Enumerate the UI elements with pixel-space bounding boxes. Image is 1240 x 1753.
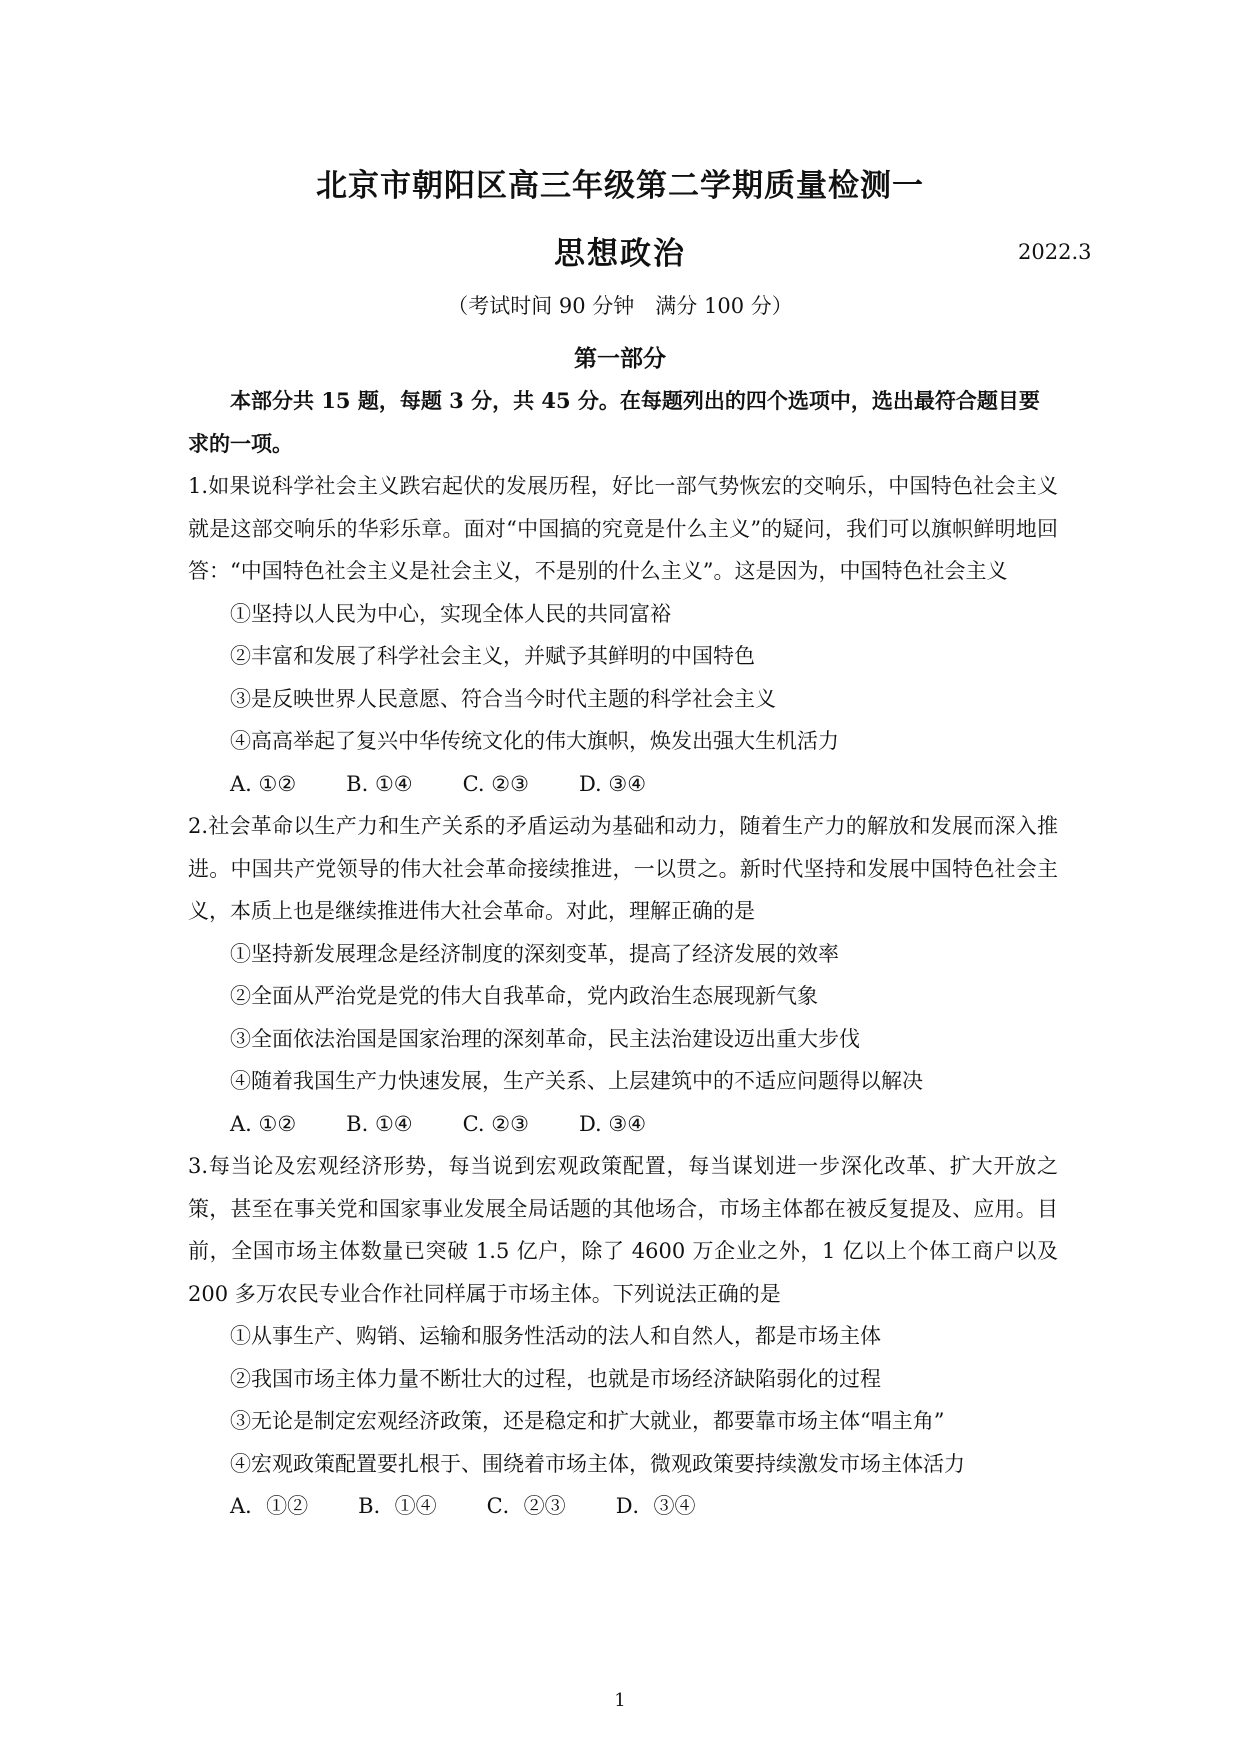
choice-c: C. ②③ xyxy=(462,1111,529,1136)
choice-a: A．①② xyxy=(230,1494,309,1518)
question-option: ①从事生产、购销、运输和服务性活动的法人和自然人，都是市场主体 xyxy=(230,1324,881,1348)
choice-c: C．②③ xyxy=(486,1494,566,1518)
page-number: 1 xyxy=(614,1690,626,1711)
question-option: ④随着我国生产力快速发展，生产关系、上层建筑中的不适应问题得以解决 xyxy=(230,1069,923,1093)
question-option: ④宏观政策配置要扎根于、围绕着市场主体，微观政策要持续激发市场主体活力 xyxy=(230,1451,965,1476)
question-option: ①坚持新发展理念是经济制度的深刻变革，提高了经济发展的效率 xyxy=(230,941,839,966)
question-stem: 3.每当论及宏观经济形势，每当说到宏观政策配置，每当谋划进一步深化改革、扩大开放之策，甚至在事关党和国家事业发展全局话题的其他场合，市场主体都在被反复提及、应用。目前，全国市场主体数量已突破 1.5 亿户，除了 4600 万企业之外，1 亿以上个体工商户以及 200 多万农民专业合作社同样属于市场主体。下列说法正确的是 xyxy=(188,1154,1058,1306)
question-2 xyxy=(188,805,1058,1145)
answer-choices xyxy=(188,1485,1058,1528)
question-option: ②丰富和发展了科学社会主义，并赋予其鲜明的中国特色 xyxy=(230,644,755,668)
section-instruction: 本部分共 15 题，每题 3 分，共 45 分。在每题列出的四个选项中，选出最符合题目要求的一项。 xyxy=(188,388,1040,456)
question-option: ②全面从严治党是党的伟大自我革命，党内政治生态展现新气象 xyxy=(230,984,818,1008)
question-stem: 1.如果说科学社会主义跌宕起伏的发展历程，好比一部气势恢宏的交响乐，中国特色社会主义就是这部交响乐的华彩乐章。面对“中国搞的究竟是什么主义”的疑问，我们可以旗帜鲜明地回答：“中国特色社会主义是社会主义，不是别的什么主义”。这是因为，中国特色社会主义 xyxy=(188,474,1058,583)
question-stem: 2.社会革命以生产力和生产关系的矛盾运动为基础和动力，随着生产力的解放和发展而深入推进。中国共产党领导的伟大社会革命接续推进，一以贯之。新时代坚持和发展中国特色社会主义，本质上也是继续推进伟大社会革命。对此，理解正确的是 xyxy=(188,814,1058,923)
choice-b: B. ①④ xyxy=(346,771,413,796)
choice-b: B．①④ xyxy=(358,1494,437,1518)
choice-a: A. ①② xyxy=(230,771,297,796)
exam-date: 2022.3 xyxy=(1018,240,1092,264)
question-option: ③无论是制定宏观经济政策，还是稳定和扩大就业，都要靠市场主体“唱主角” xyxy=(230,1409,945,1433)
question-option: ③全面依法治国是国家治理的深刻革命，民主法治建设迈出重大步伐 xyxy=(230,1026,860,1051)
choice-d: D. ③④ xyxy=(578,1111,647,1136)
answer-choices xyxy=(188,763,1058,806)
question-option: ③是反映世界人民意愿、符合当今时代主题的科学社会主义 xyxy=(230,686,776,711)
choice-c: C. ②③ xyxy=(462,771,529,796)
choice-a: A. ①② xyxy=(230,1111,297,1136)
exam-info: （考试时间 90 分钟 满分 100 分） xyxy=(447,294,793,318)
question-1 xyxy=(188,465,1058,805)
question-3 xyxy=(188,1145,1058,1528)
question-option: ②我国市场主体力量不断壮大的过程，也就是市场经济缺陷弱化的过程 xyxy=(230,1366,881,1391)
question-option: ①坚持以人民为中心，实现全体人民的共同富裕 xyxy=(230,601,671,626)
choice-d: D. ③④ xyxy=(578,771,647,796)
question-option: ④高高举起了复兴中华传统文化的伟大旗帜，焕发出强大生机活力 xyxy=(230,729,839,753)
subject-title: 思想政治 xyxy=(554,236,686,272)
choice-d: D．③④ xyxy=(615,1494,696,1518)
exam-title: 北京市朝阳区高三年级第二学期质量检测一 xyxy=(316,168,924,204)
section-title: 第一部分 xyxy=(574,345,666,372)
choice-b: B. ①④ xyxy=(346,1111,413,1136)
answer-choices xyxy=(188,1103,1058,1146)
